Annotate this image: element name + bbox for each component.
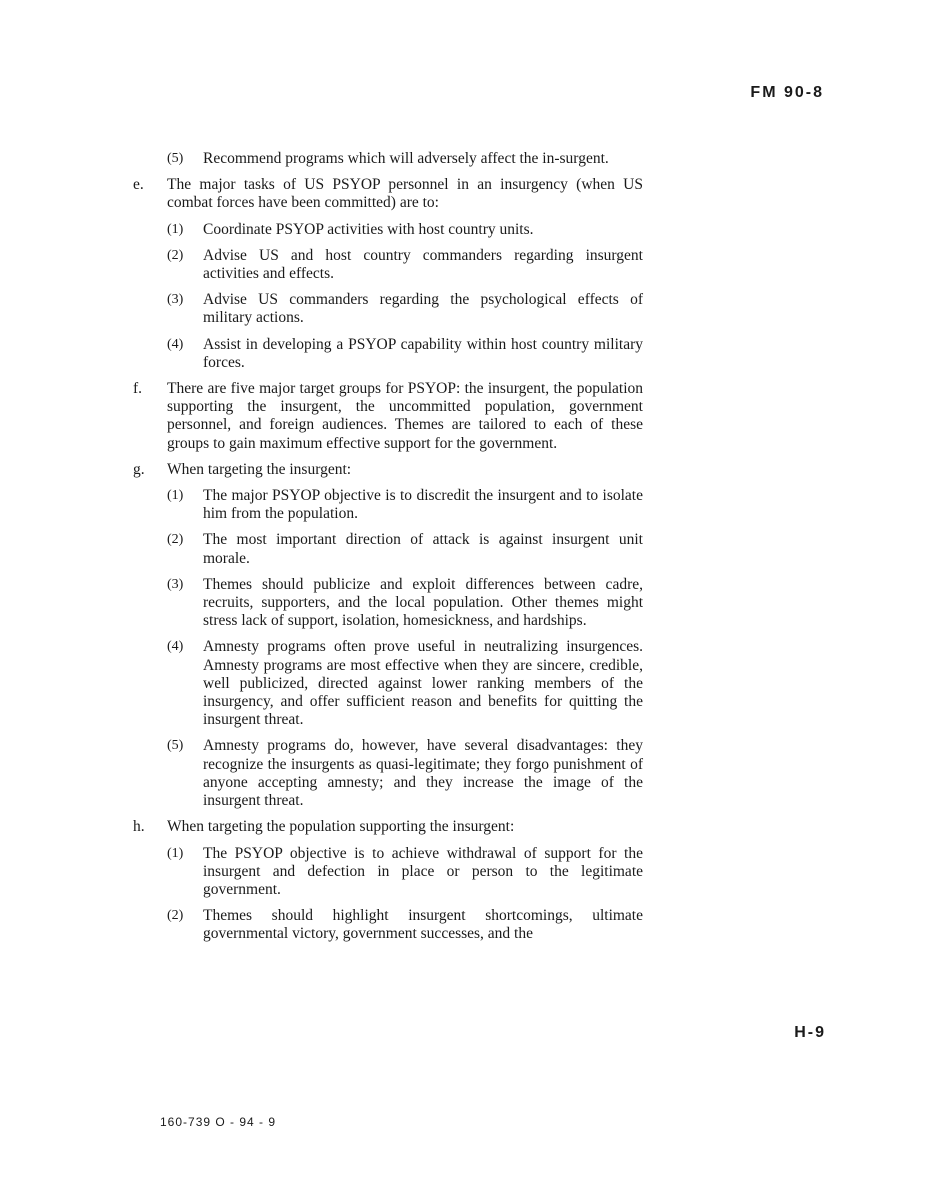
item-marker: (2) xyxy=(167,532,184,548)
item-marker: (2) xyxy=(167,908,184,924)
sub-item xyxy=(133,576,643,631)
print-code: 160-739 O - 94 - 9 xyxy=(160,1115,277,1129)
item-marker: (4) xyxy=(167,336,184,352)
item-marker: (5) xyxy=(167,151,184,166)
item-marker: (3) xyxy=(167,292,184,308)
item-text: Recommend programs which will adversely affect the in-surgent. xyxy=(203,150,609,167)
item-marker: (1) xyxy=(167,488,184,504)
sub-item xyxy=(133,638,643,729)
item-text: Advise US and host country commanders regarding insurgent activities and effects. xyxy=(203,246,643,283)
paragraph-text: When targeting the population supporting the insurgent: xyxy=(167,818,515,836)
item-marker: (1) xyxy=(167,221,184,237)
item-marker: (4) xyxy=(167,639,184,655)
sub-item xyxy=(133,737,643,810)
paragraph xyxy=(133,461,643,479)
paragraph-marker: g. xyxy=(133,460,145,478)
paragraph-text: The major tasks of US PSYOP personnel in an insurgency (when US combat forces have been committed) are to: xyxy=(167,176,643,212)
item-text: Coordinate PSYOP activities with host country units. xyxy=(203,220,534,238)
paragraph-marker: f. xyxy=(133,380,143,398)
sub-item xyxy=(133,487,643,523)
item-marker: (1) xyxy=(167,845,184,861)
item-text: Assist in developing a PSYOP capability within host country military forces. xyxy=(203,335,643,371)
item-text: Advise US commanders regarding the psychological effects of military actions. xyxy=(203,291,643,327)
sub-item xyxy=(133,845,643,900)
paragraph xyxy=(133,176,643,212)
item-marker: (3) xyxy=(167,576,184,592)
sub-item xyxy=(133,221,643,239)
item-marker: (2) xyxy=(167,247,184,263)
paragraph-marker: e. xyxy=(133,176,144,194)
sub-item xyxy=(133,336,643,372)
sub-item xyxy=(133,291,643,327)
sub-item xyxy=(133,531,643,567)
paragraph-marker: h. xyxy=(133,818,145,836)
item-text: The major PSYOP objective is to discredit the insurgent and to isolate him from the population. xyxy=(203,487,643,523)
paragraph-text: There are five major target groups for PSYOP: the insurgent, the population supporting the insurgent, the uncommitted population, government personnel, and foreign audiences. Themes are tailored to each of these groups to gain maximum effective support for the government. xyxy=(167,380,643,452)
item-text: Amnesty programs do, however, have several disadvantages: they recognize the insurgents as quasi-legitimate; they forgo punishment of anyone accepting amnesty; and they increase the image of the insurgent threat. xyxy=(203,737,643,810)
page-number: H-9 xyxy=(794,1024,826,1041)
item-marker: (5) xyxy=(167,738,184,754)
item-text: Amnesty programs often prove useful in neutralizing insurgences. Amnesty programs are most effective when they are sincere, credible, well publicized, directed against lower ranking members of the insurgency, and offer sufficient reason and benefits for quitting the insurgent threat. xyxy=(203,638,643,729)
sub-item xyxy=(133,150,643,168)
paragraph-text: When targeting the insurgent: xyxy=(167,460,352,478)
body-text xyxy=(133,150,643,952)
paragraph xyxy=(133,818,643,836)
item-text: Themes should highlight insurgent shortcomings, ultimate governmental victory, government successes, and the xyxy=(203,907,643,943)
document-code: FM 90-8 xyxy=(750,84,824,101)
item-text: Themes should publicize and exploit differences between cadre, recruits, supporters, and the local population. Other themes might stress lack of support, isolation, homesickness, and hardships. xyxy=(203,575,643,630)
sub-item xyxy=(133,907,643,943)
item-text: The PSYOP objective is to achieve withdrawal of support for the insurgent and defection in place or person to the legitimate government. xyxy=(203,844,643,898)
sub-item xyxy=(133,247,643,283)
paragraph xyxy=(133,380,643,453)
item-text: The most important direction of attack is against insurgent unit morale. xyxy=(203,531,643,567)
